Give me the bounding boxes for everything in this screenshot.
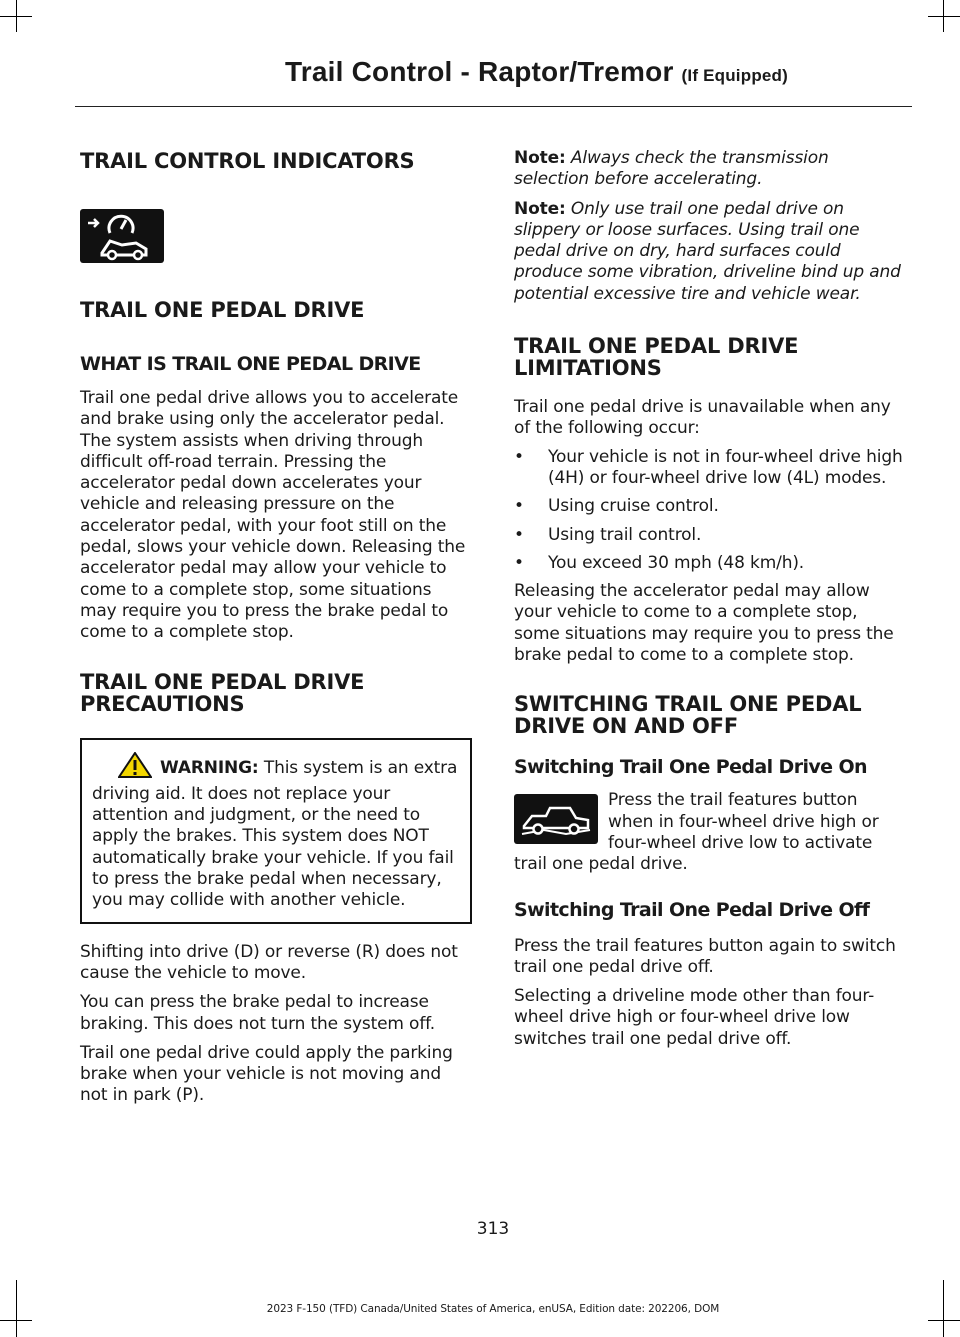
list-item: • Your vehicle is not in four-wheel drive high (4H) or four-wheel drive low (4L) modes. <box>514 447 906 490</box>
warning-label: WARNING: <box>160 757 259 778</box>
switch-off-text-2: Selecting a driveline mode other than four-wheel drive high or four-wheel drive low switches trail one pedal drive off. <box>514 986 875 1049</box>
crop-mark <box>0 1320 32 1321</box>
precautions-heading: TRAIL ONE PEDAL DRIVE PRECAUTIONS <box>80 669 365 716</box>
what-is-heading: WHAT IS TRAIL ONE PEDAL DRIVE <box>80 353 421 375</box>
edition-footer: 2023 F-150 (TFD) Canada/United States of America, enUSA, Edition date: 202206, DOM <box>266 1303 720 1315</box>
paragraph-shifting: Shifting into drive (D) or reverse (R) does not cause the vehicle to move. <box>80 941 458 983</box>
limitations-list <box>514 447 906 574</box>
what-is-body: Trail one pedal drive allows you to accelerate and brake using only the accelerator pedal. The system assists when driving through difficult off-road terrain. Pressing the accelerator pedal down accelerates your vehicle and releasing pressure on the accelerator pedal, with your foot still on the pedal, slows your vehicle down. Releasing the accelerator pedal may allow your vehicle to come to a complete stop, some situations may require you to press the brake pedal to come to a complete stop. <box>80 388 466 643</box>
crop-mark <box>928 16 960 17</box>
crop-mark <box>0 16 32 17</box>
warning-paragraph <box>92 752 462 912</box>
page-number: 313 <box>476 1219 510 1239</box>
list-item: • You exceed 30 mph (48 km/h). <box>514 553 906 574</box>
page-title <box>285 56 788 88</box>
crop-mark <box>928 1320 960 1321</box>
switch-on-heading: Switching Trail One Pedal Drive On <box>514 756 867 779</box>
note-text: Always check the transmission selection before accelerating. <box>514 148 829 190</box>
left-column <box>80 140 472 1107</box>
note-label: Note: <box>514 148 566 168</box>
limitations-heading: TRAIL ONE PEDAL DRIVE LIMITATIONS <box>514 334 799 381</box>
note-surfaces <box>514 199 906 305</box>
right-column <box>514 140 906 1050</box>
note-label: Note: <box>514 198 566 219</box>
paragraph-parking-brake: Trail one pedal drive could apply the parking brake when your vehicle is not moving and not in park (P). <box>80 1042 453 1106</box>
limitations-intro: Trail one pedal drive is unavailable when any of the following occur: <box>514 397 891 439</box>
indicators-heading: TRAIL CONTROL INDICATORS <box>80 149 415 173</box>
paragraph-brake: You can press the brake pedal to increase braking. This does not turn the system off. <box>80 992 435 1034</box>
switch-on-block <box>514 790 906 875</box>
page-title-suffix: (If Equipped) <box>681 66 788 85</box>
switch-off-text-1: Press the trail features button again to switch trail one pedal drive off. <box>514 935 896 977</box>
limitations-after: Releasing the accelerator pedal may allow your vehicle to come to a complete stop, some situations may require you to press the brake pedal to come to a complete stop. <box>514 581 894 666</box>
warning-text: This system is an extra driving aid. It does not replace your attention and judgment, or the need to apply the brakes. This system does NOT automatically brake your vehicle. If you fail to press the brake pedal when necessary, you may collide with another vehicle. <box>92 757 458 911</box>
list-item: • Using cruise control. <box>514 496 906 517</box>
one-pedal-heading: TRAIL ONE PEDAL DRIVE <box>80 298 365 322</box>
switch-on-text: Press the trail features button when in four-wheel drive high or four-wheel drive low to activate trail one pedal drive. <box>514 790 879 875</box>
trail-control-indicator-icon <box>80 209 164 263</box>
trail-features-button-icon <box>514 794 598 844</box>
page-title-main: Trail Control - Raptor/Tremor <box>285 56 674 87</box>
header-divider <box>75 106 912 107</box>
warning-box <box>80 738 472 924</box>
switch-off-heading: Switching Trail One Pedal Drive Off <box>514 898 870 921</box>
note-text: Only use trail one pedal drive on slippery or loose surfaces. Using trail one pedal drive on dry, hard surfaces could produce some vibration, driveline bind up and potential excessive tire and vehicle wear. <box>514 198 901 304</box>
warning-triangle-icon <box>118 752 152 784</box>
switching-heading: SWITCHING TRAIL ONE PEDAL DRIVE ON AND OFF <box>514 692 862 739</box>
list-item: • Using trail control. <box>514 525 906 546</box>
note-transmission <box>514 148 906 191</box>
